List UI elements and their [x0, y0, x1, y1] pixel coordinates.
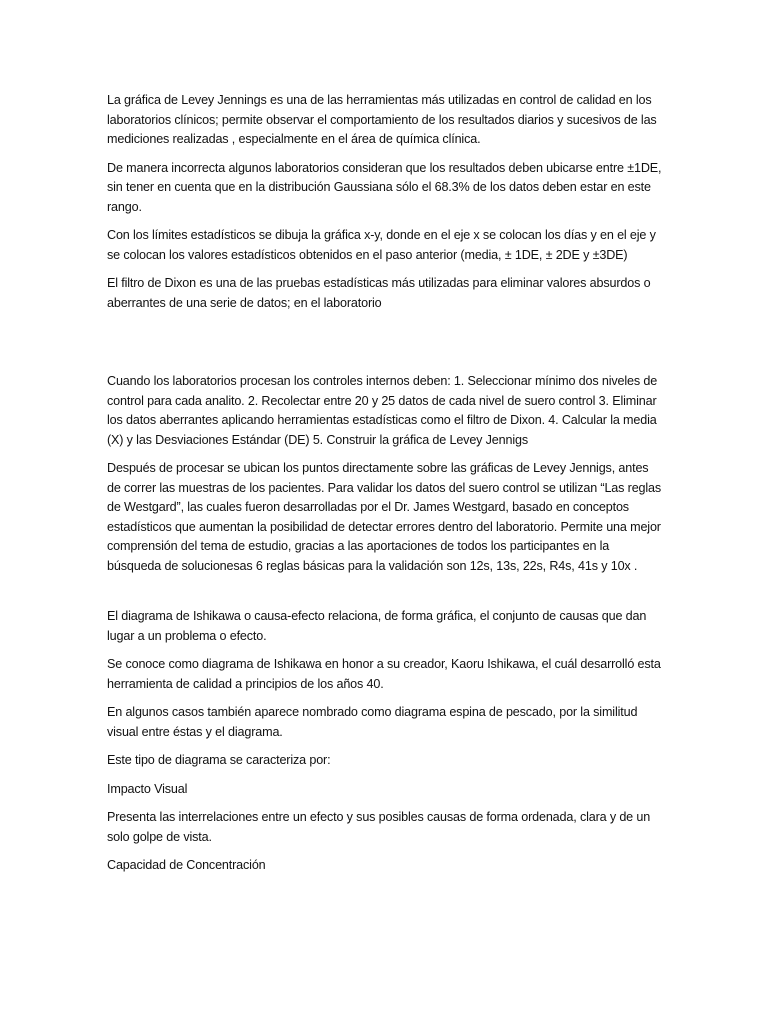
paragraph-internal-controls: Cuando los laboratorios procesan los controles internos deben: 1. Seleccionar mínimo dos niveles de control para cada analito. 2. Recolectar entre 20 y 25 datos de cada nivel de suero control 3. Eliminar los datos aberrantes aplicando herramientas estadísticas como el filtro de Dixon. 4. Calcular la media (X) y las Desviaciones Estándar (DE) 5. Construir la gráfica de Levey Jennigs — [107, 374, 658, 447]
paragraph-1de-range: De manera incorrecta algunos laboratorios consideran que los resultados deben ubicarse entre ±1DE, sin tener en cuenta que en la distribución Gaussiana sólo el 68.3% de los datos deben estar en este rango. — [107, 160, 662, 214]
paragraph-dixon-filter: El filtro de Dixon es una de las pruebas estadísticas más utilizadas para eliminar valores absurdos o aberrantes de una serie de datos; en el laboratorio — [107, 276, 651, 310]
paragraph-levey-jennings-intro: La gráfica de Levey Jennings es una de las herramientas más utilizadas en control de calidad en los laboratorios clínicos; permite observar el comportamiento de los resultados diarios y sucesivos de las mediciones realizadas , especialmente en el área de química clínica. — [107, 93, 657, 146]
paragraph-visual-impact: Presenta las interrelaciones entre un efecto y sus posibles causas de forma ordenada, clara y de un solo golpe de vista. — [107, 810, 651, 844]
paragraph-statistical-limits: Con los límites estadísticos se dibuja la gráfica x-y, donde en el eje x se colocan los días y en el eje y se colocan los valores estadísticos obtenidos en el paso anterior (media, ± 1DE, ± 2DE y ±3DE) — [107, 228, 656, 262]
document-page — [107, 91, 663, 885]
heading-concentration-capacity: Capacidad de Concentración — [107, 858, 266, 872]
paragraph-ishikawa-origin: Se conoce como diagrama de Ishikawa en honor a su creador, Kaoru Ishikawa, el cuál desarrolló esta herramienta de calidad a principios de los años 40. — [107, 657, 661, 691]
paragraph-characteristics-intro: Este tipo de diagrama se caracteriza por: — [107, 753, 331, 767]
paragraph-fishbone-name: En algunos casos también aparece nombrado como diagrama espina de pescado, por la similitud visual entre éstas y el diagrama. — [107, 705, 638, 739]
section-spacer — [107, 322, 663, 372]
paragraph-westgard-rules: Después de procesar se ubican los puntos directamente sobre las gráficas de Levey Jennigs, antes de correr las muestras de los pacientes. Para validar los datos del suero control se utilizan “Las reglas de Westgard”, las cuales fueron desarrolladas por el Dr. James Westgard, basado en conceptos estadísticos que aumentan la posibilidad de detectar errores dentro del laboratorio. Permite una mejor comprensión del tema de estudio, gracias a las aportaciones de todos los participantes en la búsqueda de solucionesas 6 reglas básicas para la validación son 12s, 13s, 22s, R4s, 41s y 10x . — [107, 461, 662, 573]
heading-visual-impact: Impacto Visual — [107, 781, 188, 796]
paragraph-ishikawa-definition: El diagrama de Ishikawa o causa-efecto relaciona, de forma gráfica, el conjunto de causas que dan lugar a un problema o efecto. — [107, 609, 647, 643]
section-spacer — [107, 585, 663, 607]
